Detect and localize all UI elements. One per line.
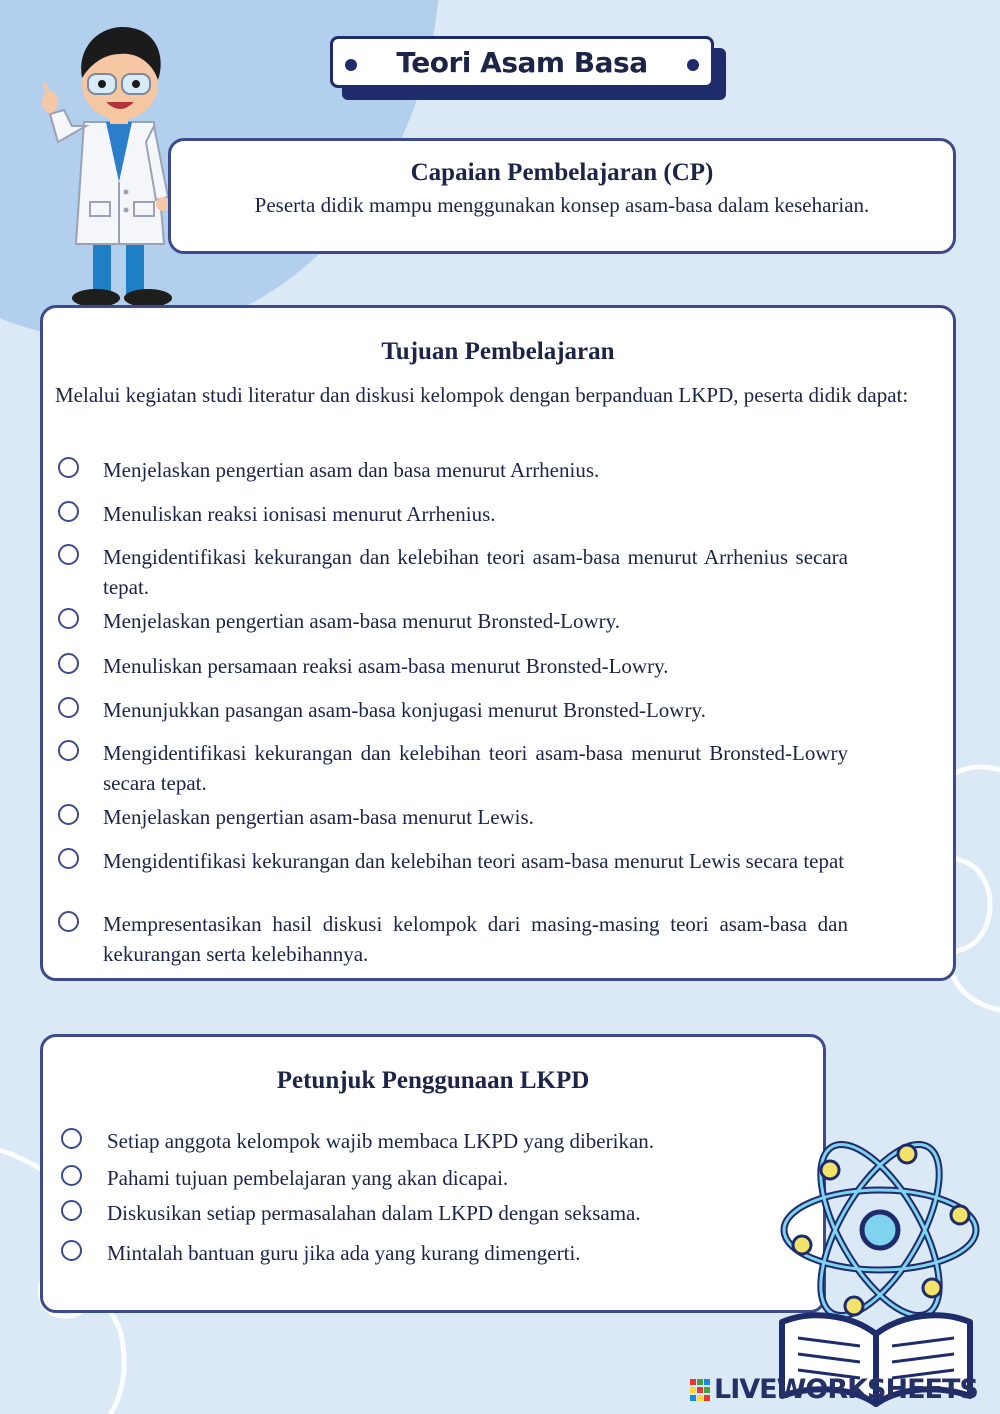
petunjuk-item-text: Diskusikan setiap permasalahan dalam LKPD dengan seksama. xyxy=(107,1201,641,1225)
radio-circle[interactable] xyxy=(58,608,79,629)
liveworksheets-logo-icon xyxy=(690,1379,710,1401)
petunjuk-item xyxy=(61,1198,801,1228)
radio-circle[interactable] xyxy=(58,697,79,718)
radio-circle[interactable] xyxy=(61,1200,82,1221)
bullet-dot-right xyxy=(687,59,699,71)
tujuan-item xyxy=(58,846,848,876)
radio-circle[interactable] xyxy=(58,501,79,522)
tujuan-item xyxy=(58,499,848,529)
atom-book-illustration xyxy=(770,1120,982,1410)
petunjuk-heading: Petunjuk Penggunaan LKPD xyxy=(276,1067,590,1094)
tujuan-item xyxy=(58,542,848,602)
petunjuk-item xyxy=(61,1238,801,1268)
radio-circle[interactable] xyxy=(58,740,79,761)
radio-circle[interactable] xyxy=(58,653,79,674)
tujuan-intro: Melalui kegiatan studi literatur dan diskusi kelompok dengan berpanduan LKPD, peserta didik dapat: xyxy=(55,383,909,407)
tujuan-item xyxy=(58,606,848,636)
radio-circle[interactable] xyxy=(58,457,79,478)
liveworksheets-watermark xyxy=(690,1374,978,1405)
petunjuk-item xyxy=(61,1126,801,1156)
petunjuk-item-text: Setiap anggota kelompok wajib membaca LKPD yang diberikan. xyxy=(107,1129,655,1153)
capaian-heading: Capaian Pembelajaran (CP) xyxy=(410,159,714,186)
petunjuk-item xyxy=(61,1163,801,1193)
tujuan-item-text: Menuliskan persamaan reaksi asam-basa menurut Bronsted-Lowry. xyxy=(103,654,669,678)
radio-circle[interactable] xyxy=(61,1128,82,1149)
tujuan-item-text: Menuliskan reaksi ionisasi menurut Arrhenius. xyxy=(103,502,496,526)
tujuan-item-text: Menjelaskan pengertian asam-basa menurut Bronsted-Lowry. xyxy=(103,609,621,633)
tujuan-item-text: Menjelaskan pengertian asam-basa menurut Lewis. xyxy=(103,805,534,829)
petunjuk-card xyxy=(40,1034,826,1313)
tujuan-item xyxy=(58,802,848,832)
title-banner xyxy=(330,36,714,88)
tujuan-heading: Tujuan Pembelajaran xyxy=(381,338,615,365)
petunjuk-item-text: Mintalah bantuan guru jika ada yang kurang dimengerti. xyxy=(107,1241,581,1265)
tujuan-item xyxy=(58,455,848,485)
tujuan-item-text: Mempresentasikan hasil diskusi kelompok dari masing-masing teori asam-basa dan kekurangan serta kelebihannya. xyxy=(103,912,848,966)
tujuan-item xyxy=(58,695,848,725)
tujuan-item-text: Menjelaskan pengertian asam dan basa menurut Arrhenius. xyxy=(103,458,600,482)
capaian-card xyxy=(168,138,956,254)
tujuan-item-text: Mengidentifikasi kekurangan dan kelebihan teori asam-basa menurut Bronsted-Lowry secara tepat. xyxy=(103,741,848,795)
tujuan-list xyxy=(43,308,953,978)
bullet-dot-left xyxy=(345,59,357,71)
tujuan-item-text: Mengidentifikasi kekurangan dan kelebihan teori asam-basa menurut Arrhenius secara tepat. xyxy=(103,545,848,599)
radio-circle[interactable] xyxy=(61,1165,82,1186)
tujuan-item xyxy=(58,738,848,798)
petunjuk-item-text: Pahami tujuan pembelajaran yang akan dicapai. xyxy=(107,1166,509,1190)
radio-circle[interactable] xyxy=(58,544,79,565)
tujuan-card xyxy=(40,305,956,981)
capaian-text: Peserta didik mampu menggunakan konsep asam-basa dalam keseharian. xyxy=(254,193,870,217)
tujuan-item xyxy=(58,909,848,969)
tujuan-item-text: Menunjukkan pasangan asam-basa konjugasi menurut Bronsted-Lowry. xyxy=(103,698,706,722)
petunjuk-list xyxy=(43,1037,823,1310)
tujuan-item-text: Mengidentifikasi kekurangan dan kelebihan teori asam-basa menurut Lewis secara tepat xyxy=(103,849,845,873)
radio-circle[interactable] xyxy=(58,804,79,825)
radio-circle[interactable] xyxy=(58,911,79,932)
tujuan-item xyxy=(58,651,848,681)
page-title: Teori Asam Basa xyxy=(396,45,648,79)
watermark-text: LIVEWORKSHEETS xyxy=(714,1374,978,1405)
scientist-illustration xyxy=(36,22,186,312)
radio-circle[interactable] xyxy=(58,848,79,869)
radio-circle[interactable] xyxy=(61,1240,82,1261)
